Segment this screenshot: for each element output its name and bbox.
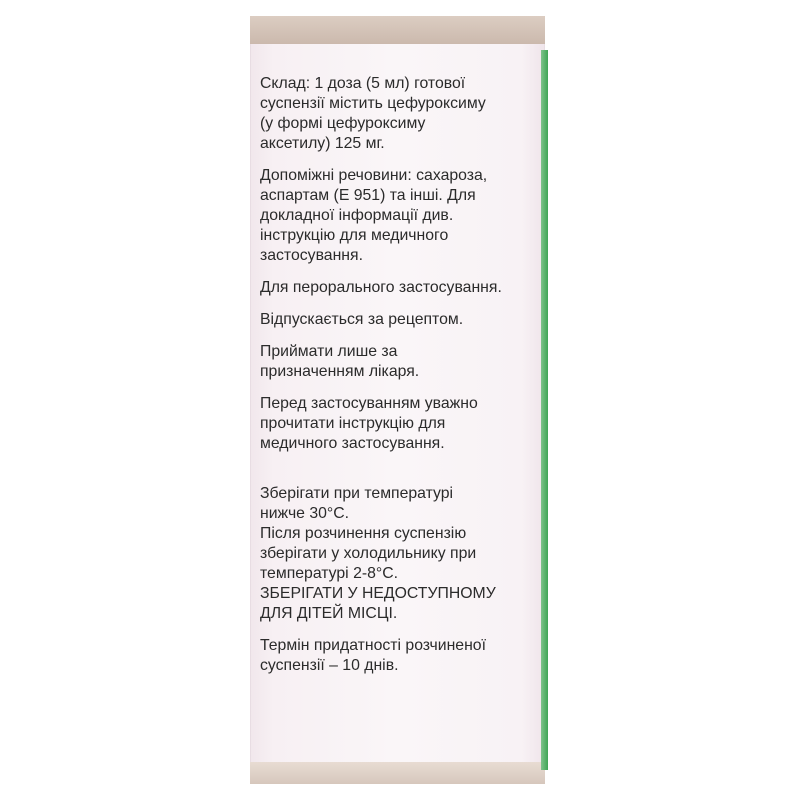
composition-text: Склад: 1 доза (5 мл) готової суспензії містить цефуроксиму (у формі цефуроксиму аксетилу) 125 мг. [260,75,486,152]
excipients-text: Допоміжні речовини: сахароза, aспартам (Е 951) та інші. Для докладної інформації див. інструкцію для медичного застосування. [260,167,488,264]
box-bottom-flap [250,762,545,784]
label-text-area [260,74,530,676]
read-instructions-text: Перед застосуванням уважно прочитати інструкцію для медичного застосування. [260,395,478,452]
doctor-only-text: Приймати лише за призначенням лікаря. [260,343,420,380]
shelf-life-text: Термін придатності розчиненої суспензії – 10 днів. [260,637,486,674]
storage-text: Зберігати при температурі нижче 30°С. Після розчинення суспензію зберігати у холодильнику при температурі 2-8°С. ЗБЕРІГАТИ У НЕДОСТУПНОМУ ДЛЯ ДІТЕЙ МІСЦІ. [260,485,496,622]
prescription-text: Відпускається за рецептом. [260,311,464,328]
medicine-box [250,16,548,784]
box-top-flap [250,16,545,44]
green-edge-stripe [541,50,548,770]
oral-use-text: Для перорального застосування. [260,279,502,296]
